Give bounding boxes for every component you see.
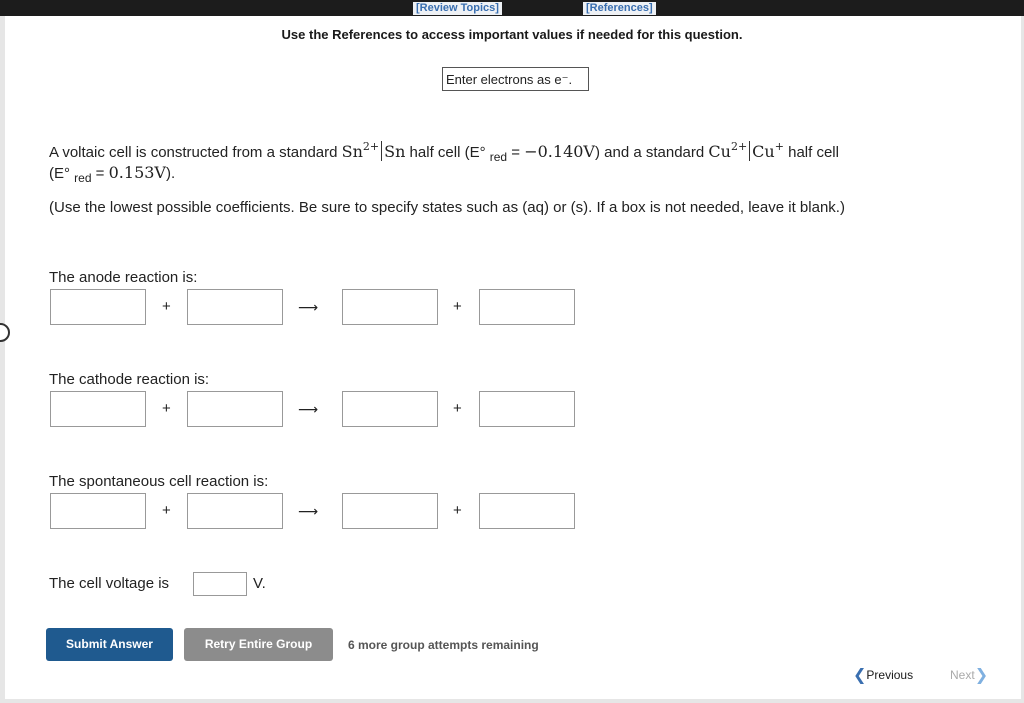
cell-product-1-input[interactable] — [342, 493, 438, 529]
ion-sn: $Sn^{2+}$ — [341, 140, 380, 161]
question-marker-icon — [0, 323, 10, 342]
next-link[interactable]: Next❯ — [950, 667, 989, 684]
reaction-arrow-icon: ⟶ — [298, 503, 319, 519]
plus-sign: + — [162, 400, 171, 417]
retry-group-button[interactable]: Retry Entire Group — [184, 628, 333, 661]
voltage-unit: V. — [253, 575, 266, 592]
top-bar — [0, 0, 1024, 16]
e-red-sn: −0.140V — [524, 142, 595, 161]
attempts-remaining: 6 more group attempts remaining — [348, 638, 539, 652]
chevron-left-icon: ❮ — [853, 667, 867, 684]
phase-boundary — [749, 141, 750, 161]
problem-statement: A voltaic cell is constructed from a standard $Sn^{2+}$ Sn half cell (E° $_{red}$ = −0.140V) and a standard $Cu^{2+}$ Cu+ half cell — [49, 140, 839, 164]
spontaneous-label: The spontaneous cell reaction is: — [49, 473, 269, 490]
plus-sign: + — [453, 502, 462, 519]
cathode-reactant-1-input[interactable] — [50, 391, 146, 427]
phase-boundary — [381, 141, 382, 161]
chevron-right-icon: ❯ — [974, 667, 989, 684]
anode-product-2-input[interactable] — [479, 289, 575, 325]
reaction-arrow-icon: ⟶ — [298, 299, 319, 315]
e-red-cu: 0.153V — [108, 163, 166, 182]
frame-bottom-border — [0, 699, 1024, 703]
voltage-label: The cell voltage is — [49, 575, 170, 592]
cell-reactant-1-input[interactable] — [50, 493, 146, 529]
plus-sign: + — [453, 400, 462, 417]
ion-cu: $Cu^{2+}$ — [708, 140, 748, 161]
plus-sign: + — [453, 298, 462, 315]
anode-reactant-1-input[interactable] — [50, 289, 146, 325]
electron-hint: Enter electrons as e⁻. — [442, 67, 589, 91]
directions-text: (Use the lowest possible coefficients. Be sure to specify states such as (aq) or (s). If a box is not needed, leave it blank.) — [49, 199, 845, 216]
frame-left-border — [0, 16, 5, 703]
anode-label: The anode reaction is: — [49, 269, 198, 286]
reaction-arrow-icon: ⟶ — [298, 401, 319, 417]
references-link[interactable]: [References] — [583, 2, 656, 15]
cathode-label: The cathode reaction is: — [49, 371, 210, 388]
instruction-text: Use the References to access important values if needed for this question. — [281, 27, 743, 42]
ion-cu-plus: Cu+ — [752, 140, 784, 161]
plus-sign: + — [162, 298, 171, 315]
review-topics-link[interactable]: [Review Topics] — [413, 2, 502, 15]
cathode-reactant-2-input[interactable] — [187, 391, 283, 427]
cathode-product-1-input[interactable] — [342, 391, 438, 427]
submit-answer-button[interactable]: Submit Answer — [46, 628, 173, 661]
previous-link[interactable]: ❮Previous — [853, 667, 914, 684]
cell-reactant-2-input[interactable] — [187, 493, 283, 529]
anode-product-1-input[interactable] — [342, 289, 438, 325]
cell-product-2-input[interactable] — [479, 493, 575, 529]
cell-voltage-input[interactable] — [193, 572, 247, 596]
metal-sn: Sn — [384, 142, 406, 161]
cathode-product-2-input[interactable] — [479, 391, 575, 427]
anode-reactant-2-input[interactable] — [187, 289, 283, 325]
problem-statement-line2: (E° $_{red}$ = 0.153V). — [49, 163, 176, 185]
plus-sign: + — [162, 502, 171, 519]
